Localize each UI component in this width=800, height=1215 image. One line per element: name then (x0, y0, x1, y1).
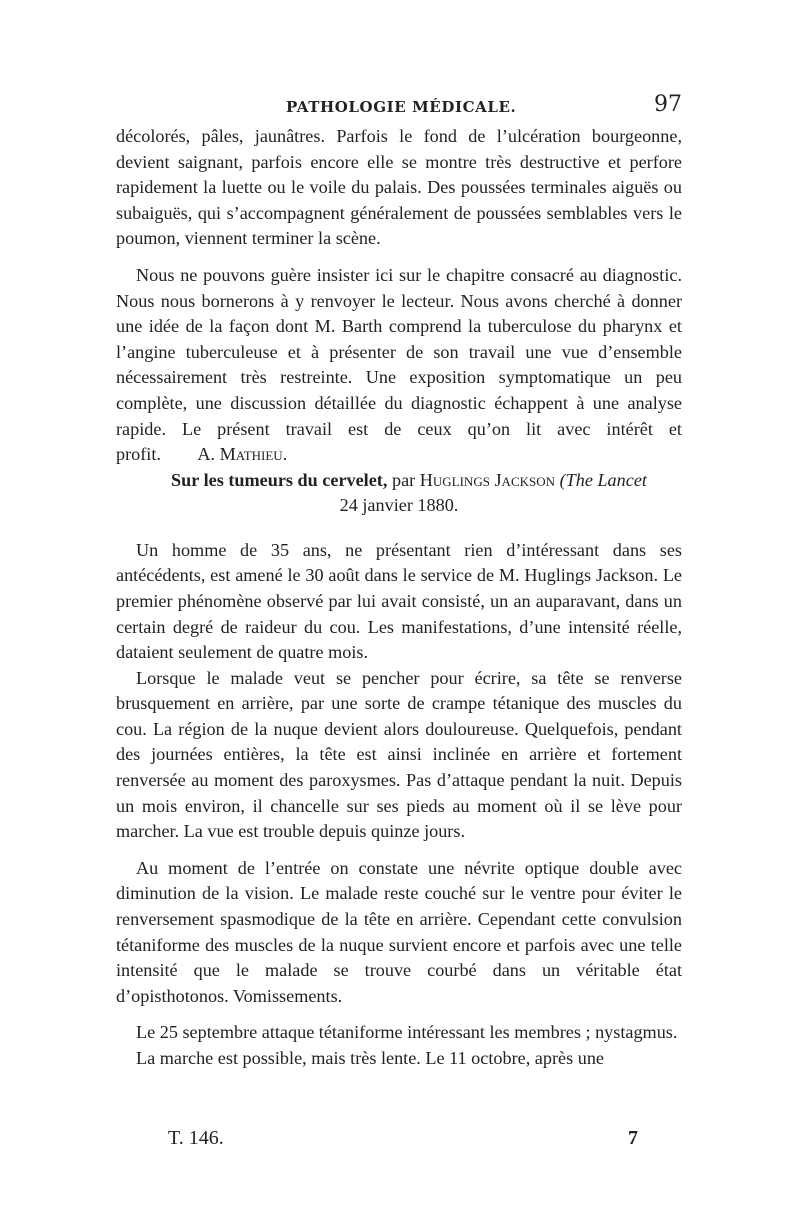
paragraph: Lorsque le malade veut se pencher pour écrire, sa tête se renverse brusquement en arrière, par une sorte de crampe tétanique des muscles du cou. La région de la nuque devient alors douloureuse. Quelquefois, pendant des journées entières, la tête est ainsi inclinée en arrière et fortement renversée au moment des paroxysmes. Pas d’attaque pendant la nuit. Depuis un mois environ, il chancelle sur ses pieds au moment où il se lève pour marcher. La vue est trouble depuis quinze jours. (116, 667, 682, 842)
running-title: PATHOLOGIE MÉDICALE. (286, 98, 517, 116)
review-author: Huglings Jackson (419, 469, 556, 490)
review-journal: (The Lancet (559, 469, 647, 490)
review-by: par (391, 469, 416, 490)
paragraph: La marche est possible, mais très lente. Le 11 octobre, après une (136, 1048, 604, 1068)
paragraph: Un homme de 35 ans, ne présentant rien d’intéressant dans ses antécédents, est amené le 30 août dans le service de M. Huglings Jackson. Le premier phénomène observé par lui avait consisté, un an auparavant, dans un certain degré de raideur du cou. Les manifestations, d’une intensité réelle, dataient seulement de quatre mois. (116, 539, 682, 663)
page-footer (168, 1127, 638, 1157)
body-text (116, 124, 682, 1072)
review-date: 24 janvier 1880. (339, 494, 459, 515)
reviewer-signature: A. Mathieu. (197, 444, 288, 465)
signature-mark: T. 146. (168, 1127, 224, 1149)
paragraph-text: Nous ne pouvons guère insister ici sur le chapitre consacré au diagnostic. Nous nous bornerons à y renvoyer le lecteur. Nous avons cherché à donner une idée de la façon dont M. Barth comprend la tuberculose du pharynx et l’angine tuberculeuse et à présenter de son travail une vue d’ensemble nécessairement très restreinte. Une exposition symptomatique un peu complète, une discussion détaillée du diagnostic échappent à une analyse rapide. Le présent travail est de ceux qu’on lit avec intérêt et profit. (116, 264, 682, 465)
review-title: Sur les tumeurs du cervelet, (171, 469, 388, 490)
paragraph: Au moment de l’entrée on constate une névrite optique double avec diminution de la vision. Le malade reste couché sur le ventre pour éviter le renversement spasmodique de la tête en arrière. Cependant cette convulsion tétaniforme des muscles de la nuque survient encore et parfois avec une telle intensité que le malade se trouve courbé dans un véritable état d’opisthotonos. Vomissements. (116, 857, 682, 1006)
review-heading (116, 468, 682, 518)
page-number: 97 (654, 92, 682, 117)
page-header (116, 92, 682, 122)
paragraph-review-conclusion (116, 263, 682, 468)
paragraph-continuation: décolorés, pâles, jaunâtres. Parfois le fond de l’ulcération bourgeonne, devient saignant, parfois encore elle se montre très destructive et perfore rapidement la luette ou le voile du palais. Des poussées terminales aiguës ou subaiguës, qui s’accompagnent généralement de poussées semblables vers le poumon, viennent terminer la scène. (116, 126, 682, 249)
gathering-number: 7 (628, 1127, 638, 1149)
paragraph: Le 25 septembre attaque tétaniforme intéressant les membres ; nystagmus. (136, 1022, 678, 1043)
